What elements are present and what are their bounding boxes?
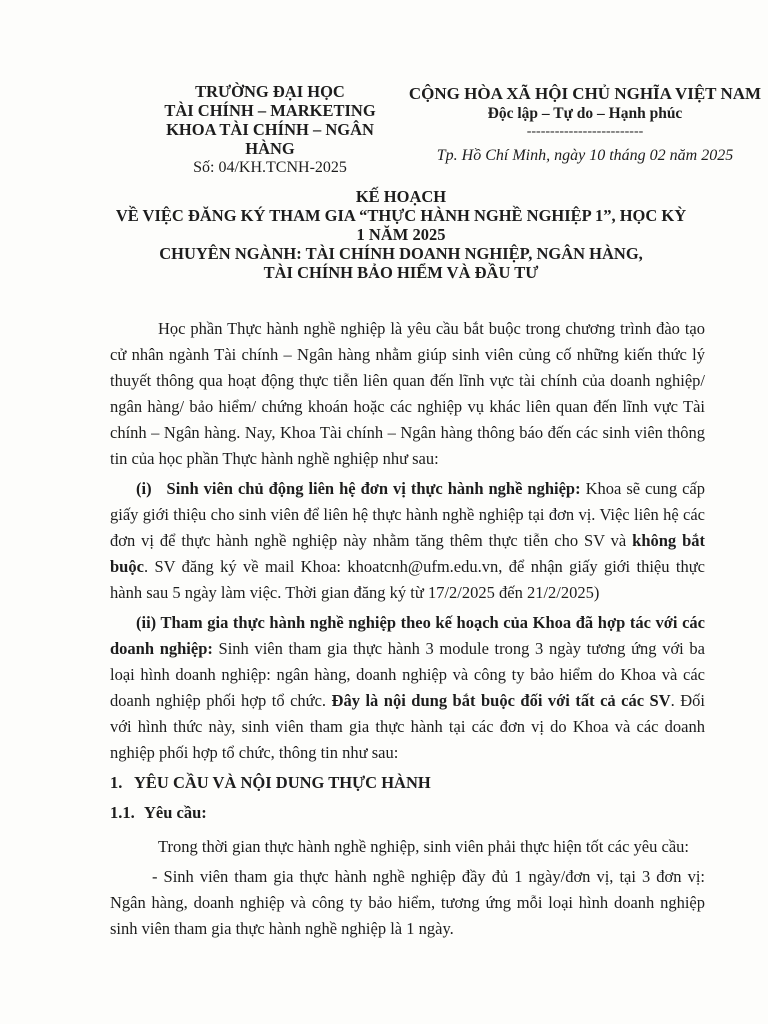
- university-name-2: TÀI CHÍNH – MARKETING: [164, 101, 376, 120]
- section-1-1-number: 1.1.: [110, 803, 135, 822]
- title-line-2: VỀ VIỆC ĐĂNG KÝ THAM GIA “THỰC HÀNH NGHỀ NGHIỆP 1”, HỌC KỲ: [115, 206, 687, 225]
- item-1-emphasis: không bắt buộc: [110, 531, 706, 576]
- item-1-text-a: Khoa sẽ cung cấp giấy giới thiệu cho sinh viên để liên hệ thực hành nghề nghiệp tại đơn vị. Việc liên hệ các đơn vị để thực hành nghề nghiệp này nhằm tăng thêm thực tiễn cho SV và: [110, 479, 705, 550]
- requirement-bullet-1: - Sinh viên tham gia thực hành nghề nghiệp đầy đủ 1 ngày/đơn vị, tại 3 đơn vị: Ngân hàng, doanh nghiệp và công ty bảo hiểm, tương ứng mỗi loại hình doanh nghiệp sinh viên tham gia thực hành nghề nghiệp là 1 ngày.: [110, 867, 705, 938]
- requirement-intro: Trong thời gian thực hành nghề nghiệp, sinh viên phải thực hiện tốt các yêu cầu:: [158, 837, 689, 856]
- header-divider: -------------------------: [526, 124, 644, 139]
- document-body: [110, 316, 705, 942]
- issuer-header: [140, 82, 400, 177]
- section-1-heading: [110, 770, 705, 796]
- document-number: Số: 04/KH.TCNH-2025: [193, 159, 347, 176]
- intro-paragraph: Học phần Thực hành nghề nghiệp là yêu cầu bắt buộc trong chương trình đào tạo cử nhân ngành Tài chính – Ngân hàng nhằm giúp sinh viên củng cố những kiến thức lý thuyết thông qua hoạt động thực tiễn liên quan đến lĩnh vực tài chính của doanh nghiệp/ ngân hàng/ bảo hiểm/ chứng khoán hoặc các nghiệp vụ khác liên quan đến lĩnh vực Tài chính – Ngân hàng. Nay, Khoa Tài chính – Ngân hàng thông báo đến các sinh viên thông tin của học phần Thực hành nghề nghiệp như sau:: [110, 319, 705, 468]
- faculty-name: KHOA TÀI CHÍNH – NGÂN HÀNG: [166, 120, 374, 158]
- item-1-paragraph: [110, 476, 705, 606]
- item-2-paragraph: [110, 610, 705, 766]
- national-motto: Độc lập – Tự do – Hạnh phúc: [487, 105, 683, 122]
- section-1-title: YÊU CẦU VÀ NỘI DUNG THỰC HÀNH: [134, 773, 431, 792]
- title-line-5: TÀI CHÍNH BẢO HIỂM VÀ ĐẦU TƯ: [263, 263, 539, 282]
- section-1-1-heading: [110, 800, 705, 826]
- title-line-3: 1 NĂM 2025: [356, 225, 446, 244]
- title-line-4: CHUYÊN NGÀNH: TÀI CHÍNH DOANH NGHIỆP, NGÂN HÀNG,: [159, 244, 643, 263]
- title-line-1: KẾ HOẠCH: [355, 187, 447, 206]
- item-1-text-c: . SV đăng ký về mail Khoa: khoatcnh@ufm.edu.vn, để nhận giấy giới thiệu thực hành sau 5 ngày làm việc. Thời gian đăng ký từ 17/2/2025 đến 21/2/2025): [110, 557, 705, 602]
- item-1-marker: (i): [136, 479, 152, 498]
- item-2-text-a: Sinh viên tham gia thực hành 3 module trong 3 ngày tương ứng với ba loại hình doanh nghiệp: ngân hàng, doanh nghiệp và công ty bảo hiểm do Khoa và các doanh nghiệp phối hợp tổ chức.: [110, 639, 705, 710]
- place-date: Tp. Hồ Chí Minh, ngày 10 tháng 02 năm 2025: [436, 147, 734, 164]
- section-1-1-title: Yêu cầu:: [144, 803, 207, 822]
- section-1-number: 1.: [110, 773, 123, 792]
- university-name: TRƯỜNG ĐẠI HỌC: [195, 82, 345, 101]
- item-2-text-c: . Đối với hình thức này, sinh viên tham gia thực hành tại các đơn vị do Khoa và các doanh nghiệp phối hợp tổ chức, thông tin như sau:: [110, 691, 706, 762]
- national-title: CỘNG HÒA XÃ HỘI CHỦ NGHĨA VIỆT NAM: [408, 84, 762, 103]
- item-1-heading: Sinh viên chủ động liên hệ đơn vị thực hành nghề nghiệp:: [166, 479, 581, 498]
- national-header: [400, 84, 768, 166]
- item-2-emphasis: Đây là nội dung bắt buộc đối với tất cả các SV: [331, 691, 671, 710]
- document-title: [96, 187, 706, 282]
- item-2-heading: (ii) Tham gia thực hành nghề nghiệp theo kế hoạch của Khoa đã hợp tác với các doanh nghiệp:: [110, 613, 705, 658]
